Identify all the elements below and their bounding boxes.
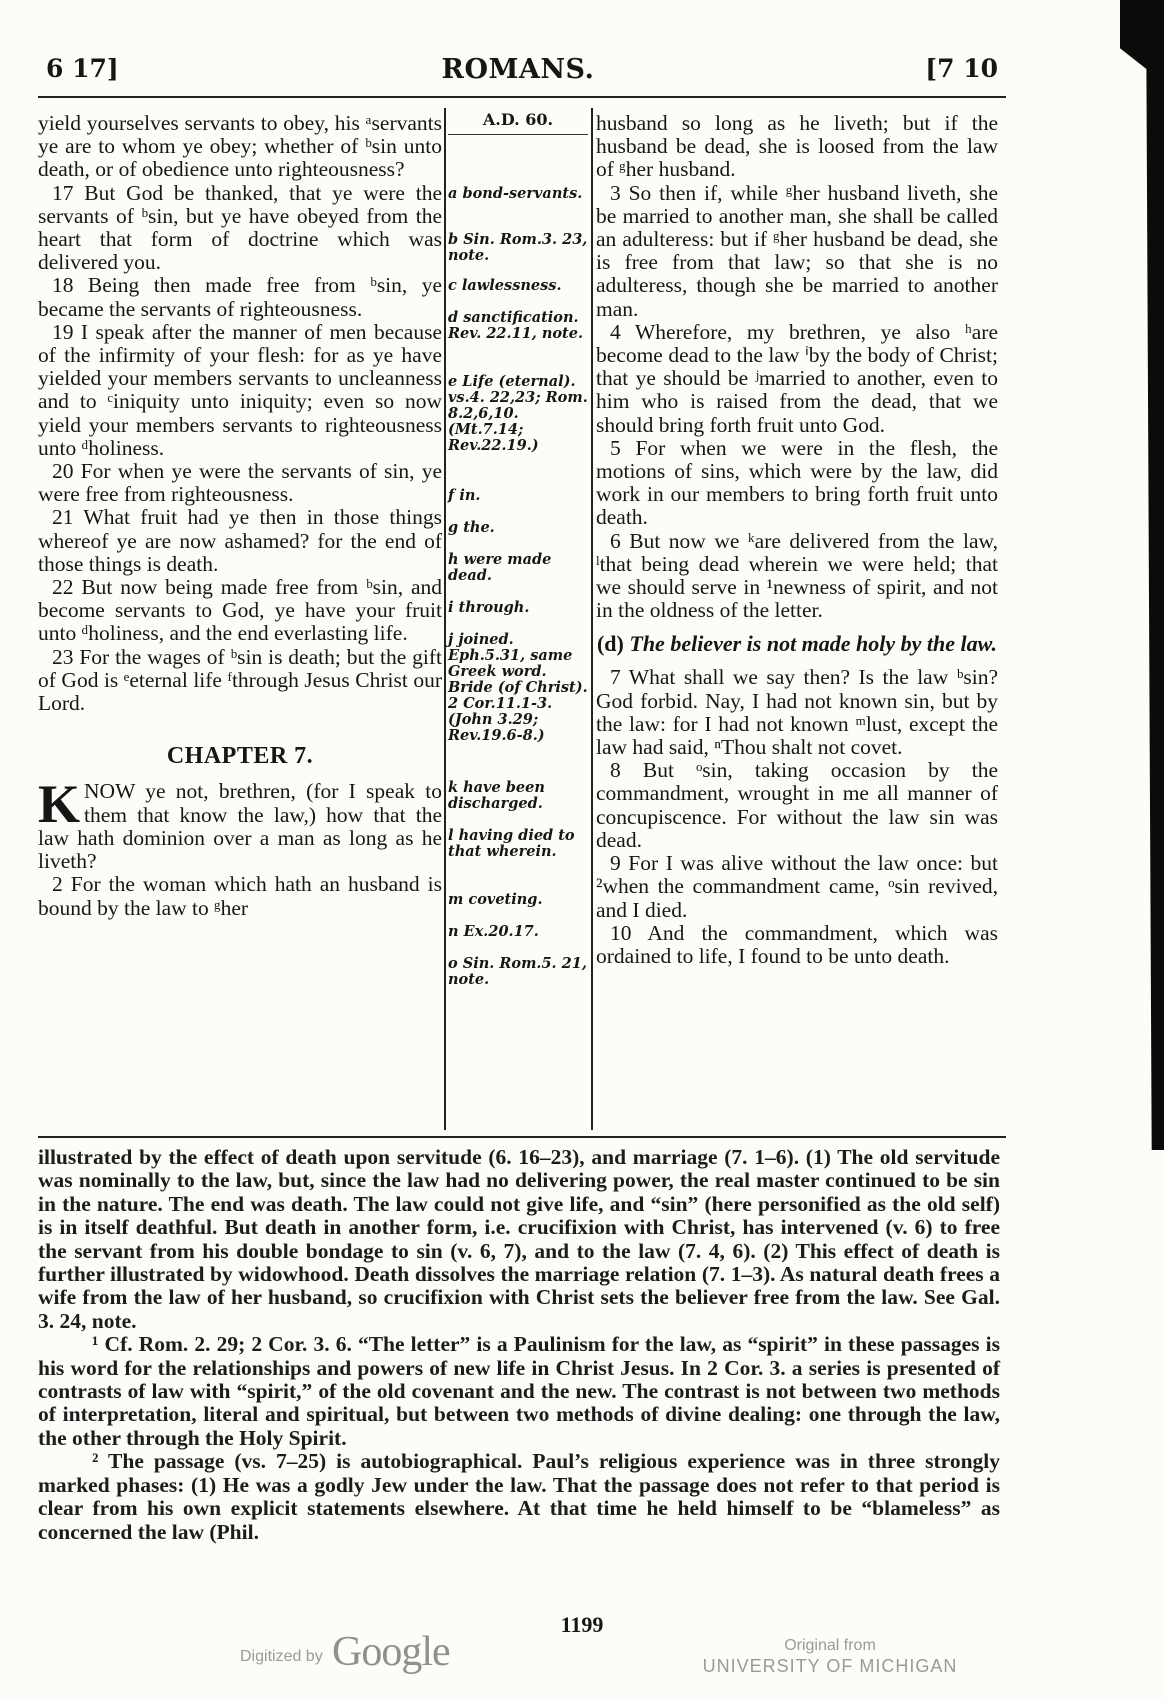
marginal-note-m: m coveting. [448,891,543,908]
page-title: ROMANS. [441,54,595,85]
section-label: (d) [596,631,624,657]
verse-19: 19 I speak after the manner of men because of the infirmity of your flesh: for as ye have yielded your members servants to uncleanness and to ᶜiniquity unto iniquity; even so now yield your members servants to righteousness unto ᵈholiness. [38,319,442,460]
year-label: A.D. 60. [448,112,588,135]
marginal-note-l: l having died to that wherein. [448,827,575,860]
verse-20: 20 For when ye were the servants of sin, ye were free from righteousness. [38,459,442,507]
verse-21: 21 What fruit had ye then in those things whereof ye are now ashamed? for the end of those things is death. [38,505,442,576]
marginal-note-a: a bond-servants. [448,185,583,202]
footnotes [38,1146,1000,1544]
header-chapter-verse-left: 6 17] [46,54,119,83]
section-heading [596,632,998,656]
marginal-note-g: g the. [448,519,495,536]
right-text-column [596,112,998,968]
footnote-2: ² The passage (vs. 7–25) is autobiographical. Paul’s religious experience was in three strongly marked phases: (1) He was a godly Jew under the law. That the passage does not refer to that period is clear from his own explicit statements elsewhere. At that time he held himself to be “blameless” as concerned the law (Phil. [38,1449,1000,1544]
original-from-text: Original from [784,1637,876,1654]
footnote-rule [38,1136,1006,1138]
page-number: 1199 [560,1612,604,1637]
marginal-note-k: k have been discharged. [448,779,545,812]
verse-5: 5 For when we were in the flesh, the motions of sins, which were by the law, did work in our members to bring forth fruit unto death. [596,435,998,530]
column-divider-left [444,108,446,1130]
verse-6: 6 But now we ᵏare delivered from the law, ˡthat being dead wherein we were held; that we should serve in ¹newness of spirit, and not in the oldness of the letter. [596,528,998,623]
marginal-note-c: c lawlessness. [448,277,562,294]
verse-2: 2 For the woman which hath an husband is bound by the law to ᵍher [38,872,442,920]
verse-4: 4 Wherefore, my brethren, ye also ʰare become dead to the law ⁱby the body of Christ; that ye should be ʲmarried to another, even to him who is raised from the dead, that we should bring forth fruit unto God. [596,319,998,437]
verse-1 [38,774,442,874]
digitized-by-label: Digitized by [240,1648,323,1665]
verse-23: 23 For the wages of ᵇsin is death; but the gift of God is ᵉeternal life ᶠthrough Jesus Christ our Lord. [38,644,442,716]
drop-cap-letter: K [38,774,81,835]
marginal-note-o: o Sin. Rom.5. 21, note. [448,955,587,988]
verse-10: 10 And the commandment, which was ordained to life, I found to be unto death. [596,920,998,968]
chapter-heading: CHAPTER 7. [166,743,314,770]
verse-9: 9 For I was alive without the law once: but ²when the commandment came, ᵒsin revived, and I died. [596,851,998,922]
verse-17: 17 But God be thanked, that ye were the servants of ᵇsin, but ye have obeyed from the heart that form of doctrine which was delivered you. [38,180,442,275]
marginal-note-n: n Ex.20.17. [448,923,539,940]
verse-8: 8 But ᵒsin, taking occasion by the commandment, wrought in me all manner of concupiscence. For without the law sin was dead. [596,758,998,852]
center-reference-column [448,110,588,988]
section-title: The believer is not made holy by the law. [629,631,998,657]
verse-text: husband so long as he liveth; but if the husband be dead, she is loosed from the law of ᵍher husband. [596,111,998,182]
marginal-note-f: f in. [448,487,481,504]
left-text-column [38,112,442,920]
verse-18: 18 Being then made free from ᵇsin, ye became the servants of righteousness. [38,273,442,321]
commentary-paragraph: illustrated by the effect of death upon servitude (6. 16–23), and marriage (7. 1–6). (1) The old servitude was nominally to the law, but, since the law had no delivering power, the real master continued to be sin in the nature. The end was death. The law could not give life, and “sin” (here personified as the old self) is in itself deathful. But death in another form, i.e. crucifixion with Christ, has intervened (v. 6) to free the servant from his double bondage to sin (v. 6, 7), and to the law (7. 4, 6). (2) This effect of death is further illustrated by widowhood. Death dissolves the marriage relation (7. 1–3). As natural death frees a wife from the law of her husband, so crucifixion with Christ sets the believer free from the law. See Gal. 3. 24, note. [38,1145,1000,1333]
verse-3: 3 So then if, while ᵍher husband liveth, she be married to another man, she shall be called an adulteress: but if ᵍher husband be dead, she is free from that law; so that she is no adulteress, though she be married to another man. [596,180,998,321]
verse-1-text: NOW ye not, brethren, (for I speak to them that know the law,) how that the law hath dominion over a man as long as he liveth? [38,779,442,874]
google-logo: Google [332,1629,450,1675]
thumb-index-tab [1120,0,1164,1150]
running-header [38,54,998,94]
university-name: UNIVERSITY OF MICHIGAN [702,1656,958,1676]
marginal-note-j: j joined. Eph.5.31, same Greek word. Bride (of Christ). 2 Cor.11.1-3. (John 3.29; Rev.19.6-8.) [448,631,588,744]
column-divider-right [591,108,593,1130]
original-source-label [700,1636,960,1676]
verse-7: 7 What shall we say then? Is the law ᵇsin? God forbid. Nay, I had not known sin, but by the law: for I had not known ᵐlust, except the law had said, ⁿThou shalt not covet. [596,665,998,760]
marginal-note-h: h were made dead. [448,551,552,584]
marginal-note-d: d sanctification. Rev. 22.11, note. [448,309,584,342]
marginal-note-b: b Sin. Rom.3. 23, note. [448,231,588,264]
header-chapter-verse-right: [7 10 [925,54,998,83]
verse-text: yield yourselves servants to obey, his ᵃservants ye are to whom ye obey; whether of ᵇsin unto death, or of obedience unto righteousness? [38,111,442,182]
verse-22: 22 But now being made free from ᵇsin, and become servants to God, ye have your fruit unto ᵈholiness, and the end everlasting life. [38,575,442,646]
footnote-1: ¹ Cf. Rom. 2. 29; 2 Cor. 3. 6. “The letter” is a Paulinism for the law, as “spirit” in these passages is his word for the relationships and powers of new life in Christ Jesus. In 2 Cor. 3. a series is presented of contrasts of law with “spirit,” of the old covenant and the new. The contrast is not between two methods of interpretation, literal and spiritual, but between two methods of divine dealing: one through the law, the other through the Holy Spirit. [38,1332,1000,1450]
marginal-note-e: e Life (eternal). vs.4. 22,23; Rom. 8.2,6,10. (Mt.7.14; Rev.22.19.) [448,373,588,454]
header-rule [38,96,1006,98]
marginal-note-i: i through. [448,599,530,616]
